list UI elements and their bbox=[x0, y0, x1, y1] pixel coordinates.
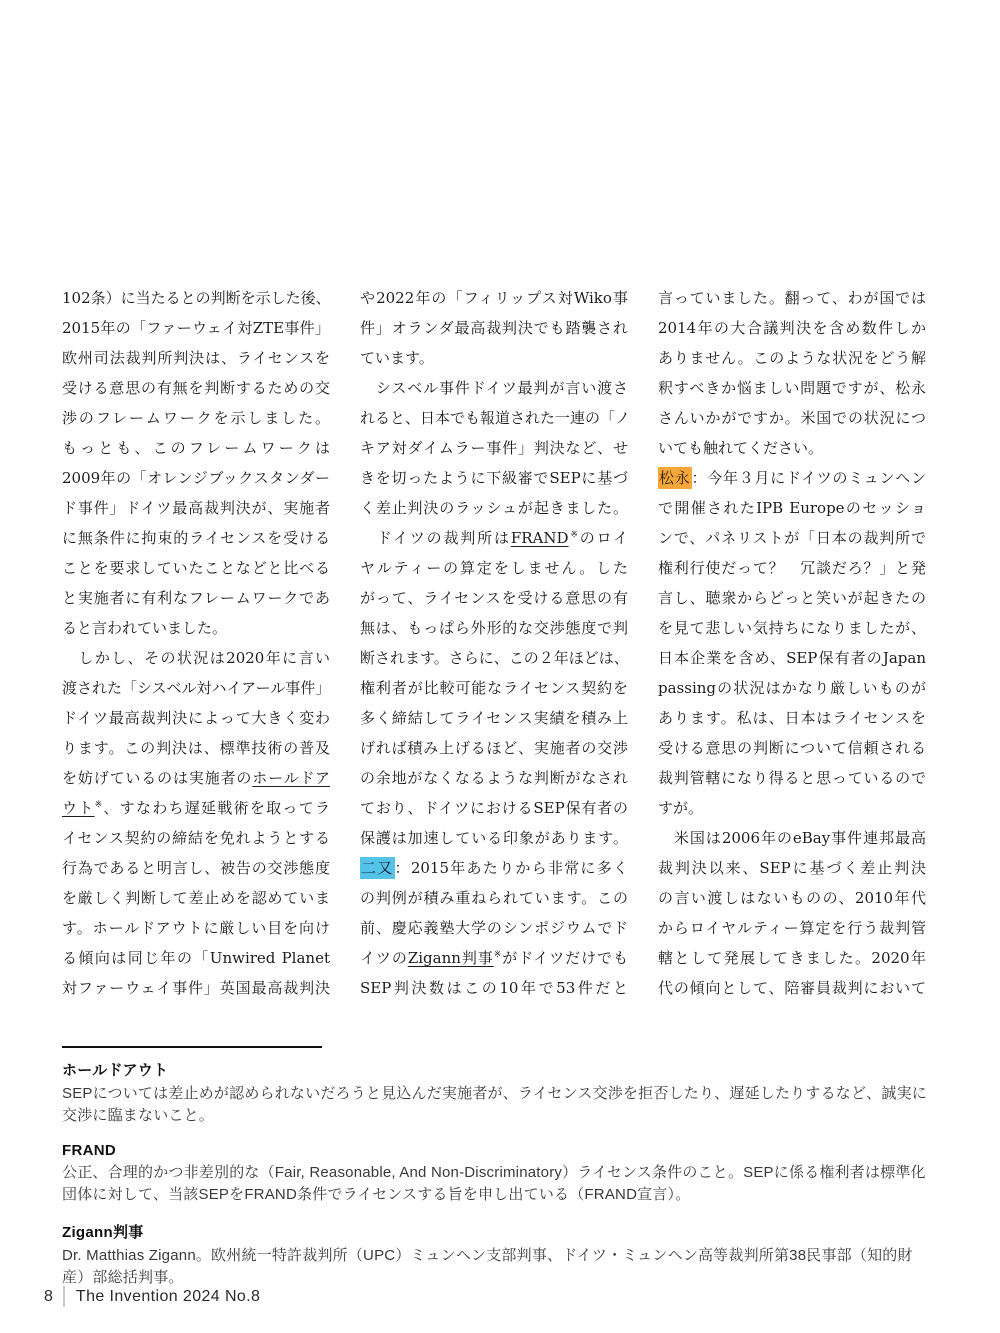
text-line bbox=[62, 463, 330, 493]
text-run: る傾向は同じ年の「Unwired Planet bbox=[62, 949, 330, 967]
text-run: 対ファーウェイ事件」英国最高裁判決 bbox=[62, 979, 330, 997]
text-line bbox=[62, 313, 330, 343]
text-run: で開催されたIPB Europeのセッショ bbox=[658, 499, 926, 517]
text-run: 轄として発展してきました。2020年 bbox=[658, 949, 926, 967]
text-run: 受ける意思の有無を判断するための交 bbox=[62, 379, 330, 397]
text-run: ドイツ最高裁判決によって大きく変わ bbox=[62, 709, 330, 727]
text-line bbox=[658, 883, 926, 913]
text-line bbox=[658, 283, 926, 313]
text-run: ており、ドイツにおけるSEP保有者の bbox=[360, 799, 628, 817]
text-line bbox=[658, 673, 926, 703]
text-line bbox=[360, 883, 628, 913]
text-line bbox=[658, 313, 926, 343]
text-line bbox=[658, 613, 926, 643]
text-run: いても触れてください。 bbox=[658, 439, 824, 457]
text-run: 言っていました。翻って、わが国では bbox=[658, 289, 926, 307]
text-line bbox=[360, 823, 628, 853]
text-line bbox=[658, 703, 926, 733]
text-run: ています。 bbox=[360, 349, 434, 367]
text-run: イセンス契約の締結を免れようとする bbox=[62, 829, 330, 847]
text-run: 保護は加速している印象があります。 bbox=[360, 829, 628, 847]
text-run: ド事件」ドイツ最高裁判決が、実施者 bbox=[62, 499, 330, 517]
text-run: 裁判管轄になり得ると思っているので bbox=[658, 769, 926, 787]
footnote-term: ホールドアウト bbox=[62, 1062, 169, 1079]
text-line bbox=[658, 343, 926, 373]
text-run: 断されます。さらに、この２年ほどは、 bbox=[360, 649, 629, 667]
text-run: 権利者が比較可能なライセンス契約を bbox=[360, 679, 628, 697]
text-line bbox=[62, 553, 330, 583]
footnote-item-holdout bbox=[62, 1059, 930, 1127]
text-line bbox=[360, 643, 628, 673]
text-line bbox=[62, 883, 330, 913]
text-run: のロイ bbox=[579, 529, 628, 547]
footnotes-section bbox=[62, 1046, 930, 1304]
underlined-term: FRAND bbox=[510, 529, 569, 547]
text-line bbox=[658, 373, 926, 403]
text-run: 代の傾向として、陪審員裁判において bbox=[658, 979, 926, 997]
text-line bbox=[62, 823, 330, 853]
text-line bbox=[360, 853, 628, 883]
text-line bbox=[62, 913, 330, 943]
text-run: げれば積み上げるほど、実施者の交渉 bbox=[360, 739, 628, 757]
text-line bbox=[62, 673, 330, 703]
text-run: 行為であると明言し、被告の交渉態度 bbox=[62, 859, 330, 877]
text-line bbox=[360, 583, 628, 613]
underlined-term: ウト bbox=[62, 799, 95, 817]
text-run: 受ける意思の判断について信頼される bbox=[658, 739, 926, 757]
text-run: を妨げているのは実施者の bbox=[62, 769, 253, 787]
text-run: す。ホールドアウトに厳しい目を向け bbox=[62, 919, 330, 937]
text-line bbox=[360, 283, 628, 313]
text-line bbox=[658, 823, 926, 853]
text-line bbox=[360, 793, 628, 823]
text-run: と実施者に有利なフレームワークであ bbox=[62, 589, 330, 607]
footnote-definition: Dr. Matthias Zigann。欧州統一特許裁判所（UPC）ミュンヘン支部判事、ドイツ・ミュンヘン高等裁判所第38民事部（知的財産）部総括判事。 bbox=[62, 1247, 913, 1286]
underlined-term: Zigann判事 bbox=[407, 949, 494, 967]
text-line bbox=[360, 553, 628, 583]
text-line bbox=[360, 613, 628, 643]
text-run: 2014年の大合議判決を含め数件しか bbox=[658, 319, 926, 337]
text-line bbox=[360, 733, 628, 763]
text-line bbox=[62, 733, 330, 763]
text-run: SEP判決数はこの10年で53件だと bbox=[360, 979, 628, 997]
text-line bbox=[360, 493, 628, 523]
article-column-2 bbox=[360, 283, 631, 1003]
text-run: しかし、その状況は2020年に言い bbox=[62, 649, 330, 667]
footnote-item-zigann bbox=[62, 1221, 930, 1289]
text-run: れると、日本でも報道された一連の「ノ bbox=[360, 409, 631, 427]
text-line bbox=[62, 763, 330, 793]
text-run: 釈すべきか悩ましい問題ですが、松永 bbox=[658, 379, 926, 397]
text-line bbox=[658, 403, 926, 433]
text-run: あります。私は、日本はライセンスを bbox=[658, 709, 926, 727]
text-line bbox=[658, 493, 926, 523]
text-run: passingの状況はかなり厳しいものが bbox=[658, 679, 926, 697]
text-run: がって、ライセンスを受ける意思の有 bbox=[360, 589, 628, 607]
text-line bbox=[658, 553, 926, 583]
text-line bbox=[658, 583, 926, 613]
footnote-divider bbox=[62, 1046, 322, 1048]
text-run: の余地がなくなるような判断がなされ bbox=[360, 769, 628, 787]
text-run: 日本企業を含め、SEP保有者のJapan bbox=[658, 649, 926, 667]
footnote-marker-icon: ※ bbox=[94, 800, 104, 810]
footnote-term: Zigann判事 bbox=[62, 1224, 144, 1241]
text-run: 裁判決以来、SEPに基づく差止判決 bbox=[658, 859, 926, 877]
text-run: の言い渡しはないものの、2010年代 bbox=[658, 889, 926, 907]
text-line bbox=[360, 403, 631, 433]
text-line bbox=[62, 973, 330, 1003]
text-run: に無条件に拘束的ライセンスを受ける bbox=[62, 529, 330, 547]
text-run: 言し、聴衆からどっと笑いが起きたの bbox=[658, 589, 926, 607]
text-run: ります。この判決は、標準技術の普及 bbox=[62, 739, 330, 757]
text-line bbox=[360, 373, 628, 403]
text-line bbox=[62, 283, 330, 313]
text-line bbox=[658, 433, 926, 463]
text-run: 渉のフレームワークを示しました。 bbox=[62, 409, 330, 427]
speaker-name: 二又 bbox=[361, 859, 394, 877]
text-run: ことを要求していたことなどと比べる bbox=[62, 559, 330, 577]
text-run: 多く締結してライセンス実績を積み上 bbox=[360, 709, 628, 727]
footnote-definition: SEPについては差止めが認められないだろうと見込んだ実施者が、ライセンス交渉を拒否したり、遅延したりするなど、誠実に交渉に臨まないこと。 bbox=[62, 1085, 927, 1124]
text-line bbox=[62, 343, 330, 373]
text-run: キア対ダイムラー事件」判決など、せ bbox=[360, 439, 628, 457]
text-line bbox=[360, 913, 628, 943]
text-line bbox=[658, 523, 926, 553]
text-line bbox=[360, 703, 628, 733]
text-run: さんいかがですか。米国での状況につ bbox=[658, 409, 926, 427]
text-run: ンで、パネリストが「日本の裁判所で bbox=[658, 529, 926, 547]
page-footer bbox=[44, 1286, 260, 1307]
text-run: を厳しく判断して差止めを認めていま bbox=[62, 889, 330, 907]
text-line bbox=[62, 373, 330, 403]
text-line bbox=[360, 763, 628, 793]
text-line bbox=[360, 523, 628, 553]
footnote-term: FRAND bbox=[62, 1142, 116, 1159]
text-line bbox=[360, 433, 628, 463]
text-line bbox=[62, 613, 330, 643]
text-run: がドイツだけでも bbox=[502, 949, 628, 967]
text-run: 前、慶応義塾大学のシンポジウムでド bbox=[360, 919, 628, 937]
magazine-title: The Invention 2024 No.8 bbox=[75, 1287, 261, 1305]
text-line bbox=[658, 913, 926, 943]
text-run: 渡された「シスベル対ハイアール事件」 bbox=[62, 679, 331, 697]
text-run: 無は、もっぱら外形的な交渉態度で判 bbox=[360, 619, 628, 637]
text-run: 欧州司法裁判所判決は、ライセンスを bbox=[62, 349, 330, 367]
text-line bbox=[658, 733, 926, 763]
text-line bbox=[62, 793, 330, 823]
text-run: からロイヤルティー算定を行う裁判管 bbox=[658, 919, 926, 937]
text-line bbox=[658, 763, 926, 793]
text-run: ると言われていました。 bbox=[62, 619, 228, 637]
article-columns bbox=[62, 283, 926, 1003]
text-run: の判例が積み重ねられています。この bbox=[360, 889, 628, 907]
underlined-term: ホールドア bbox=[252, 769, 330, 787]
text-run: 権利行使だって？ 冗談だろ？」と発 bbox=[658, 559, 926, 577]
text-line bbox=[658, 943, 926, 973]
text-line bbox=[360, 313, 628, 343]
footnote-item-frand bbox=[62, 1142, 930, 1206]
text-run: ありません。このような状況をどう解 bbox=[658, 349, 926, 367]
text-line bbox=[658, 973, 926, 1003]
text-run: ：今年３月にドイツのミュンヘン bbox=[691, 469, 926, 487]
text-run: 2015年の「ファーウェイ対ZTE事件」 bbox=[62, 319, 330, 337]
text-run: ドイツの裁判所は bbox=[360, 529, 511, 547]
text-line bbox=[62, 703, 330, 733]
text-line bbox=[658, 463, 926, 493]
footnote-definition: 公正、合理的かつ非差別的な（Fair, Reasonable, And Non-Discriminatory）ライセンス条件のこと。SEPに係る権利者は標準化団体に対して、当該SEPをFRAND条件でライセンスする旨を申し出ている（FRAND宣言）。 bbox=[62, 1164, 926, 1203]
text-line bbox=[360, 673, 628, 703]
page-number: 8 bbox=[44, 1287, 53, 1305]
text-run: すが。 bbox=[658, 799, 704, 817]
text-line bbox=[658, 793, 926, 823]
text-run: 件」オランダ最高裁判決でも踏襲され bbox=[360, 319, 628, 337]
text-run: ヤルティーの算定をしません。した bbox=[360, 559, 628, 577]
text-line bbox=[360, 463, 628, 493]
article-column-3 bbox=[658, 283, 926, 1003]
text-run: 102条）に当たるとの判断を示した後、 bbox=[62, 289, 331, 307]
text-line bbox=[62, 493, 330, 523]
text-line bbox=[658, 853, 926, 883]
text-line bbox=[360, 943, 628, 973]
text-line bbox=[360, 343, 628, 373]
text-line bbox=[62, 853, 330, 883]
text-run: 米国は2006年のeBay事件連邦最高 bbox=[658, 829, 926, 847]
text-run: きを切ったように下級審でSEPに基づ bbox=[360, 469, 628, 487]
text-run: 、すなわち遅延戦術を取ってラ bbox=[103, 799, 330, 817]
article-column-1 bbox=[62, 283, 330, 1003]
text-line bbox=[658, 643, 926, 673]
text-run: 2009年の「オレンジブックスタンダー bbox=[62, 469, 330, 487]
speaker-name: 松永 bbox=[659, 469, 691, 487]
text-line bbox=[62, 403, 330, 433]
footer-divider-bar bbox=[63, 1286, 65, 1307]
text-run: を見て悲しい気持ちになりましたが、 bbox=[658, 619, 926, 637]
text-run: ：2015年あたりから非常に多く bbox=[394, 859, 628, 877]
footnote-marker-icon: ※ bbox=[568, 530, 580, 540]
footnote-marker-icon: ※ bbox=[493, 950, 503, 960]
text-line bbox=[62, 943, 330, 973]
text-run: もっとも、このフレームワークは bbox=[62, 439, 330, 457]
text-run: や2022年の「フィリップス対Wiko事 bbox=[360, 289, 628, 307]
text-run: シスベル事件ドイツ最判が言い渡さ bbox=[360, 379, 628, 397]
text-line bbox=[62, 583, 330, 613]
text-run: イツの bbox=[360, 949, 408, 967]
text-line bbox=[62, 643, 330, 673]
text-line bbox=[360, 973, 628, 1003]
text-run: く差止判決のラッシュが起きました。 bbox=[360, 499, 628, 517]
text-line bbox=[62, 433, 330, 463]
text-line bbox=[62, 523, 330, 553]
